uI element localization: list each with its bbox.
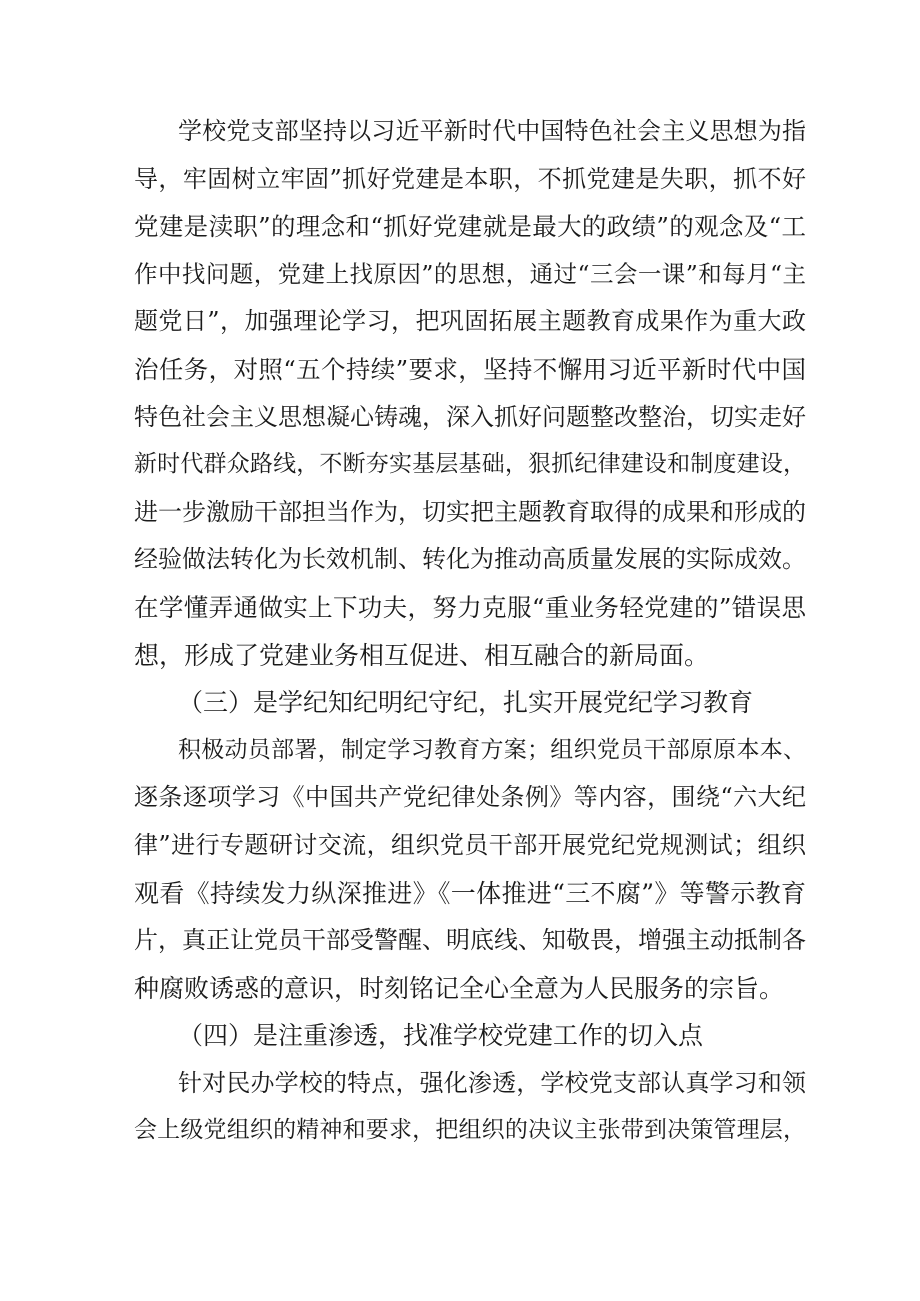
text-line: 会上级党组织的精神和要求，把组织的决议主张带到决策管理层， <box>134 1117 806 1144</box>
text-line: 进一步激励干部担当作为，切实把主题教育取得的成果和形成的 <box>134 497 806 526</box>
section-heading: （三）是学纪知纪明纪守纪，扎实开展党纪学习教育 <box>178 688 754 718</box>
text-line: 积极动员部署，制定学习教育方案；组织党员干部原原本本、 <box>178 736 806 763</box>
text-line: 片，真正让党员干部受警醒、明底线、知敬畏，增强主动抵制各 <box>134 926 806 955</box>
document-body <box>134 108 806 1155</box>
text-line: 题党日”，加强理论学习，把巩固拓展主题教育成果作为重大政 <box>134 307 806 336</box>
text-line: 特色社会主义思想凝心铸魂，深入抓好问题整改整治，切实走好 <box>134 402 806 431</box>
text-line: 想，形成了党建业务相互促进、相互融合的新局面。 <box>134 640 710 670</box>
text-line: 新时代群众路线，不断夯实基层基础，狠抓纪律建设和制度建设， <box>134 451 806 478</box>
section-heading: （四）是注重渗透，找准学校党建工作的切入点 <box>178 1021 704 1051</box>
text-line: 针对民办学校的特点，强化渗透，学校党支部认真学习和领 <box>178 1068 806 1097</box>
text-line: 经验做法转化为长效机制、转化为推动高质量发展的实际成效。 <box>134 545 806 574</box>
text-line: 观看《持续发力纵深推进》《一体推进“三不腐”》等警示教育 <box>134 878 806 908</box>
text-line: 学校党支部坚持以习近平新时代中国特色社会主义思想为指 <box>178 117 806 145</box>
text-line: 在学懂弄通做实上下功夫，努力克服“重业务轻党建的”错误思 <box>134 592 806 622</box>
text-line: 导，牢固树立牢固”抓好党建是本职，不抓党建是失职，抓不好 <box>134 164 806 193</box>
text-line: 律”进行专题研讨交流，组织党员干部开展党纪党规测试；组织 <box>134 830 806 859</box>
text-line: 逐条逐项学习《中国共产党纪律处条例》等内容，围绕“六大纪 <box>134 783 806 812</box>
text-line: 种腐败诱惑的意识，时刻铭记全心全意为人民服务的宗旨。 <box>134 973 785 1003</box>
text-line: 治任务，对照“五个持续”要求，坚持不懈用习近平新时代中国 <box>134 354 806 384</box>
text-line: 作中找问题，党建上找原因”的思想，通过“三会一课”和每月“主 <box>134 259 806 288</box>
text-line: 党建是渎职”的理念和“抓好党建就是最大的政绩”的观念及“工 <box>134 212 806 242</box>
